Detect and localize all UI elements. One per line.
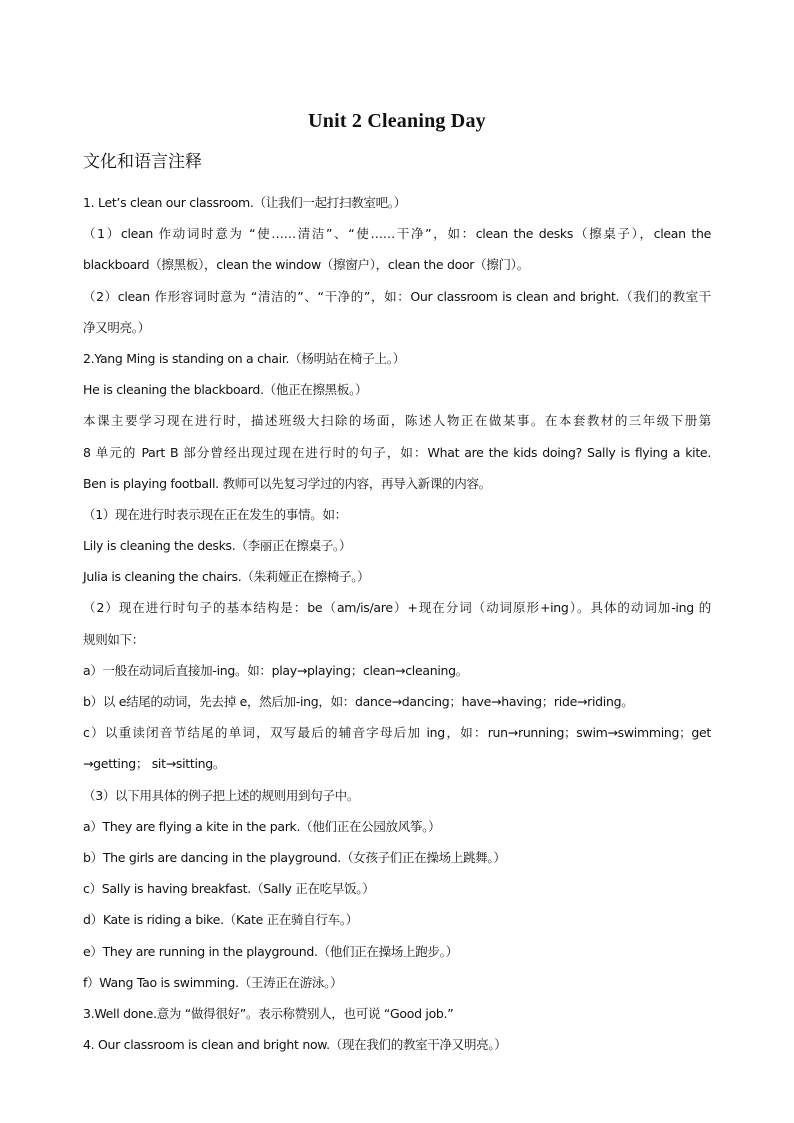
paragraph-line: 1. Let’s clean our classroom.（让我们一起打扫教室吧。） — [83, 195, 406, 210]
paragraph-line: →getting； sit→sitting。 — [83, 756, 226, 772]
paragraph-line: 3.Well done.意为 “做得很好”。表示称赞别人，也可说 “Good job.” — [83, 1005, 454, 1021]
paragraph-line: c）以重读闭音节结尾的单词，双写最后的辅音字母后加 ing，如：run→running；swim→swimming；get — [83, 725, 711, 741]
paragraph-line: 2.Yang Ming is standing on a chair.（杨明站在椅子上。） — [83, 350, 405, 366]
section-heading: 文化和语言注释 — [83, 152, 202, 172]
paragraph-line: （1）clean 作动词时意为 “使……清洁”、“使……干净”，如：clean the desks（擦桌子），clean the — [83, 226, 711, 242]
paragraph-line: blackboard（擦黑板），clean the window（擦窗户），clean the door（擦门）。 — [83, 257, 529, 273]
paragraph-line: 净又明亮。） — [83, 319, 150, 335]
paragraph-line: Julia is cleaning the chairs.（朱莉娅正在擦椅子。） — [83, 569, 370, 585]
body-text — [83, 187, 711, 1060]
paragraph-line: （1）现在进行时表示现在正在发生的事情。如： — [83, 506, 347, 522]
page-title: Unit 2 Cleaning Day — [308, 110, 486, 132]
paragraph-line: a）一般在动词后直接加-ing。如：play→playing；clean→cleaning。 — [83, 662, 468, 678]
paragraph-line: a）They are flying a kite in the park.（他们正在公园放风筝。） — [83, 818, 441, 834]
paragraph-line: （2）clean 作形容词时意为 “清洁的”、“干净的”，如：Our classroom is clean and bright.（我们的教室干 — [83, 288, 711, 304]
paragraph-line: He is cleaning the blackboard.（他正在擦黑板。） — [83, 382, 368, 398]
paragraph-line: f）Wang Tao is swimming.（王涛正在游泳。） — [83, 974, 343, 990]
paragraph-line: （2）现在进行时句子的基本结构是：be（am/is/are）+现在分词（动词原形+ing）。具体的动词加-ing 的 — [83, 600, 711, 616]
paragraph-line: b）以 e结尾的动词，先去掉 e，然后加-ing，如：dance→dancing；have→having；ride→riding。 — [83, 694, 634, 709]
paragraph-line: 规则如下： — [83, 631, 145, 647]
paragraph-line: Lily is cleaning the desks.（李丽正在擦桌子。） — [83, 538, 352, 554]
paragraph-line: b）The girls are dancing in the playground.（女孩子们正在操场上跳舞。） — [83, 849, 506, 865]
paragraph-line: c）Sally is having breakfast.（Sally 正在吃早饭。） — [83, 881, 375, 897]
paragraph-line: d）Kate is riding a bike.（Kate 正在骑自行车。） — [83, 912, 358, 928]
paragraph-line: （3）以下用具体的例子把上述的规则用到句子中。 — [83, 787, 360, 803]
paragraph-line: e）They are running in the playground.（他们正在操场上跑步。） — [83, 943, 458, 959]
paragraph-line: 8 单元的 Part B 部分曾经出现过现在进行时的句子，如：What are the kids doing? Sally is flying a kite. — [83, 444, 711, 460]
paragraph-line: Ben is playing football. 教师可以先复习学过的内容，再导入新课的内容。 — [83, 475, 491, 491]
paragraph-line: 本课主要学习现在进行时，描述班级大扫除的场面，陈述人物正在做某事。在本套教材的三年级下册第 — [83, 413, 711, 429]
paragraph-line: 4. Our classroom is clean and bright now.（现在我们的教室干净又明亮。） — [83, 1037, 507, 1053]
